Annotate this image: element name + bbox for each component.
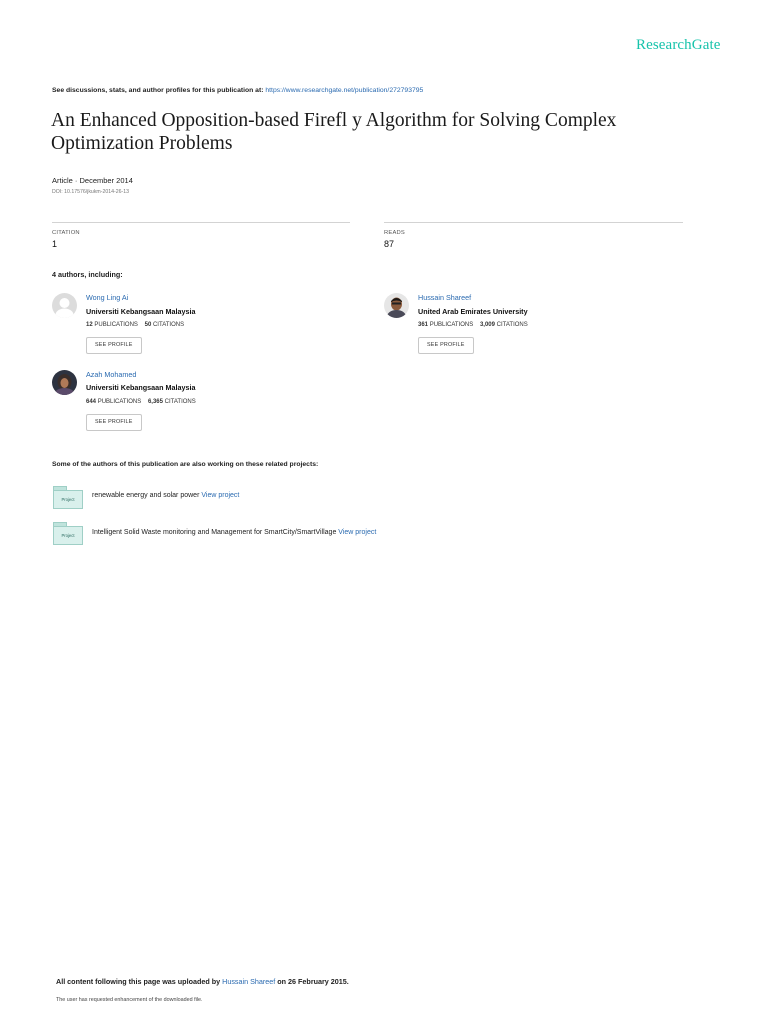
footer-prefix: All content following this page was uploaded by [56, 977, 221, 986]
citations-label: CITATIONS [496, 322, 528, 328]
author-name[interactable]: Hussain Shareef [418, 293, 472, 302]
citation-count: 1 [52, 239, 58, 249]
citations-label: CITATIONS [164, 399, 196, 405]
project-title: renewable energy and solar power [92, 492, 200, 499]
footer-suffix: on 26 February 2015. [277, 977, 349, 986]
author-institution: Universiti Kebangsaan Malaysia [86, 307, 196, 316]
placeholder-avatar-icon[interactable] [52, 293, 77, 318]
project-folder-icon [53, 522, 83, 545]
authors-heading: 4 authors, including: [52, 270, 123, 279]
view-project-link[interactable]: View project [338, 529, 377, 536]
author-institution: United Arab Emirates University [418, 307, 528, 316]
upload-footer [56, 977, 349, 986]
discussion-line [52, 87, 423, 94]
author-name[interactable]: Azah Mohamed [86, 370, 137, 379]
publication-link[interactable]: https://www.researchgate.net/publication/272793795 [265, 87, 424, 94]
see-profile-button[interactable]: SEE PROFILE [86, 414, 142, 431]
author-stats [86, 399, 196, 405]
reads-label: READS [384, 230, 405, 236]
citation-count: 3,009 [479, 322, 495, 328]
view-project-link[interactable]: View project [201, 492, 240, 499]
project-badge: Project [53, 490, 83, 509]
see-profile-button[interactable]: SEE PROFILE [418, 337, 474, 354]
see-profile-button[interactable]: SEE PROFILE [86, 337, 142, 354]
publications-label: PUBLICATIONS [429, 322, 474, 328]
author-institution: Universiti Kebangsaan Malaysia [86, 383, 196, 392]
reads-divider [384, 222, 683, 223]
citation-count: 50 [144, 322, 152, 328]
publication-count: 12 [86, 322, 93, 328]
publications-label: PUBLICATIONS [94, 322, 138, 328]
author-stats [418, 322, 528, 328]
paper-title: An Enhanced Opposition-based Firefl y Algorithm for Solving Complex Optimization Problems [51, 110, 617, 154]
publication-count: 361 [418, 322, 429, 328]
author-stats [86, 322, 184, 328]
project-item [92, 529, 376, 536]
publication-count: 644 [86, 399, 97, 405]
citation-count: 6,365 [147, 399, 163, 405]
publications-label: PUBLICATIONS [97, 399, 142, 405]
author-name[interactable]: Wong Ling Ai [86, 293, 129, 302]
article-meta: Article · December 2014 [52, 176, 133, 185]
project-item [92, 492, 239, 499]
uploader-link[interactable]: Hussain Shareef [222, 977, 276, 986]
citation-label: CITATION [52, 230, 80, 236]
discussion-text: See discussions, stats, and author profiles for this publication at: [52, 87, 264, 94]
project-folder-icon [53, 486, 83, 509]
related-projects-heading: Some of the authors of this publication are also working on these related projects: [52, 461, 319, 468]
author-photo-avatar[interactable] [384, 293, 409, 318]
author-photo-avatar[interactable] [52, 370, 77, 395]
reads-count: 87 [384, 239, 395, 249]
doi: DOI: 10.17576/jkukm-2014-26-13 [52, 189, 129, 195]
enhancement-note: The user has requested enhancement of the downloaded file. [56, 997, 203, 1003]
project-title: Intelligent Solid Waste monitoring and Management for SmartCity/SmartVillage [92, 529, 337, 536]
citation-divider [52, 222, 350, 223]
citations-label: CITATIONS [152, 322, 185, 328]
researchgate-logo[interactable]: ResearchGate [636, 37, 721, 53]
project-badge: Project [53, 526, 83, 545]
